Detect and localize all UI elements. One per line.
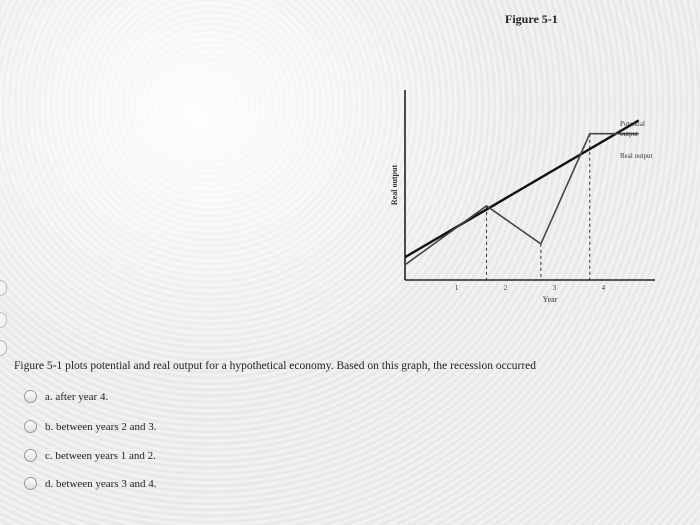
question-text: Figure 5-1 plots potential and real output for a hypothetical economy. Based on this graph, the recession occurred <box>14 360 537 372</box>
real-output-line <box>405 134 639 265</box>
y-axis-label: Real output <box>390 164 399 206</box>
radio-icon[interactable] <box>24 390 37 403</box>
radio-icon[interactable] <box>24 420 37 433</box>
answer-option-label: d. between years 3 and 4. <box>45 477 157 490</box>
radio-icon[interactable] <box>24 449 37 462</box>
potential-output-label: output <box>620 130 638 138</box>
x-tick-label: 3 <box>552 284 557 292</box>
answer-option-label: a. after year 4. <box>45 390 109 403</box>
answer-option-d[interactable] <box>24 477 157 490</box>
x-tick-label: 2 <box>503 284 508 292</box>
answer-option-a[interactable] <box>24 390 108 403</box>
answer-option-c[interactable] <box>24 449 156 462</box>
answer-option-label: c. between years 1 and 2. <box>45 449 156 462</box>
x-tick-label: 4 <box>601 284 606 292</box>
x-tick-label: 1 <box>454 284 459 292</box>
figure-title: Figure 5-1 <box>505 12 558 26</box>
real-output-label: Real output <box>620 152 653 160</box>
chart-guides <box>487 134 590 280</box>
chart-series <box>405 120 639 264</box>
potential-output-line <box>405 120 639 257</box>
radio-icon[interactable] <box>24 477 37 490</box>
answer-option-b[interactable] <box>24 420 157 433</box>
potential-output-label: Potential <box>620 120 645 128</box>
answer-option-label: b. between years 2 and 3. <box>45 420 157 433</box>
x-axis-label: Year <box>542 295 558 304</box>
chart-labels <box>390 120 653 304</box>
